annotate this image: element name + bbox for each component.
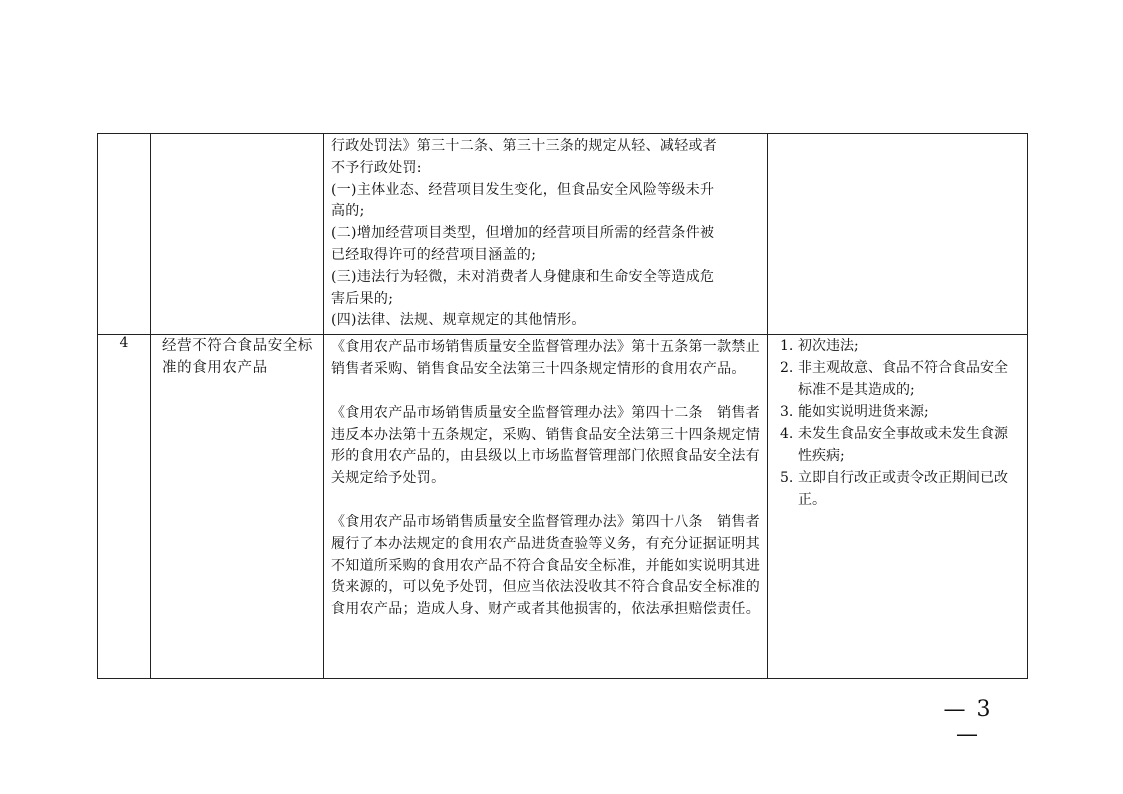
condition-text: 初次违法;: [798, 338, 859, 355]
cell-item: [151, 134, 324, 335]
condition-item: [780, 423, 1021, 467]
law-paragraph: 《食用农产品市场销售质量安全监督管理办法》第四十二条 销售者违反本办法第十五条规定，采购、销售食品安全法第三十四条规定情形的食用农产品的，由县级以上市场监督管理部门依照食品安全法有关规定给予处罚。: [331, 404, 760, 487]
conditions-list: [768, 335, 1027, 511]
law-line: 高的;: [331, 203, 365, 220]
condition-text: 未发生食品安全事故或未发生食源性疾病;: [798, 426, 1008, 465]
item-title: 经营不符合食品安全标准的食用农产品: [162, 338, 313, 377]
condition-number: 1.: [780, 338, 794, 355]
condition-text: 非主观故意、食品不符合食品安全标准不是其造成的;: [798, 360, 1008, 399]
law-line: 不予行政处罚:: [331, 159, 422, 176]
cell-number: 4: [98, 335, 151, 679]
law-paragraph: 《食用农产品市场销售质量安全监督管理办法》第十五条第一款禁止销售者采购、销售食品安全法第三十四条规定情形的食用农产品。: [331, 339, 760, 377]
condition-item: [780, 335, 1021, 357]
condition-number: 2.: [780, 360, 794, 377]
law-line: (四)法律、法规、规章规定的其他情形。: [331, 312, 586, 329]
penalty-exemption-table: [97, 133, 1028, 679]
table-row-4: [98, 335, 1028, 679]
law-line: 害后果的;: [331, 290, 394, 307]
condition-number: 5.: [780, 470, 794, 487]
law-line: 已经取得许可的经营项目涵盖的;: [331, 246, 537, 263]
condition-text: 立即自行改正或责令改正期间已改正。: [798, 470, 1008, 509]
condition-text: 能如实说明进货来源;: [798, 404, 929, 421]
cell-number: [98, 134, 151, 335]
condition-item: [780, 467, 1021, 511]
law-line: (二)增加经营项目类型，但增加的经营项目所需的经营条件被: [331, 225, 715, 242]
table-row-continued: [98, 134, 1028, 335]
law-paragraph: 《食用农产品市场销售质量安全监督管理办法》第四十八条 销售者履行了本办法规定的食用农产品进货查验等义务，有充分证据证明其不知道所采购的食用农产品不符合食品安全标准，并能如实说明其进货来源的，可以免予处罚，但应当依法没收其不符合食品安全标准的食用农产品；造成人身、财产或者其他损害的，依法承担赔偿责任。: [331, 513, 760, 618]
cell-conditions: [768, 335, 1028, 679]
condition-item: [780, 401, 1021, 423]
law-line: (三)违法行为轻微，未对消费者人身健康和生命安全等造成危: [331, 268, 715, 285]
law-line: (一)主体业态、经营项目发生变化，但食品安全风险等级未升: [331, 181, 715, 198]
law-line: 行政处罚法》第三十二条、第三十三条的规定从轻、减轻或者: [331, 138, 718, 154]
page-number: — 3 —: [943, 697, 993, 747]
condition-item: [780, 357, 1021, 401]
cell-law-basis: [324, 134, 768, 335]
condition-number: 4.: [780, 426, 794, 443]
cell-conditions: [768, 134, 1028, 335]
cell-item: [151, 335, 324, 679]
cell-law-basis: [324, 335, 768, 679]
condition-number: 3.: [780, 404, 794, 421]
